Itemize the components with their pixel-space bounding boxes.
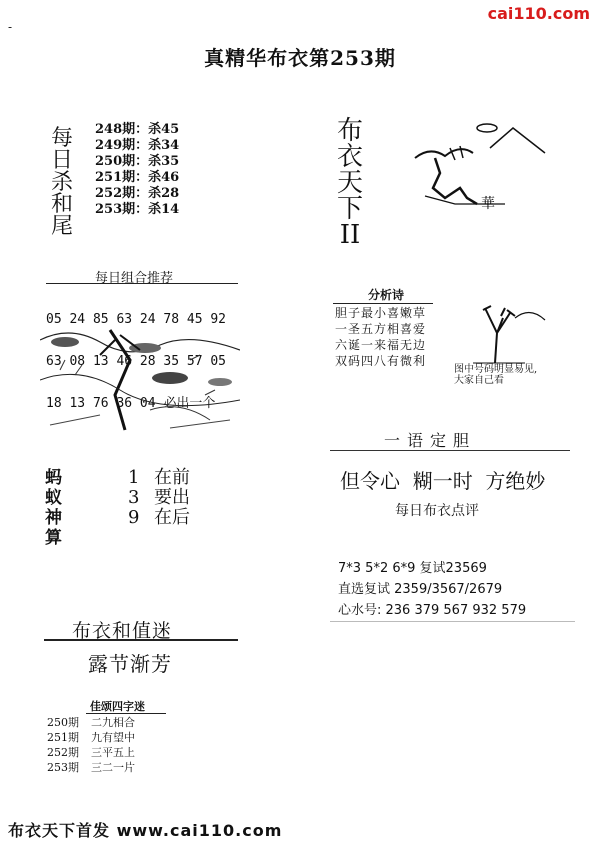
list-item: 252期：杀28 <box>95 186 180 201</box>
list-item: 253期：杀14 <box>95 202 180 217</box>
ant-number: 3 <box>128 487 140 508</box>
note-line: 图中号码明显易见, <box>454 364 538 375</box>
ant-char: 蚁 <box>45 488 62 508</box>
list-item <box>128 508 190 528</box>
list-item: 249期：杀34 <box>95 138 180 153</box>
daily-kill-char: 每 <box>50 126 73 151</box>
divider <box>330 450 570 451</box>
list-item: 248期：杀45 <box>95 122 180 137</box>
riddle: 九有望中 <box>91 731 135 744</box>
mountain-sketch <box>405 118 550 218</box>
ant-char: 蚂 <box>45 468 62 488</box>
list-item: 250期：杀35 <box>95 154 180 169</box>
daily-kill-char: 日 <box>50 148 73 173</box>
one-word-title: 一语定胆 <box>384 431 477 450</box>
tree-sketch <box>455 288 555 368</box>
vertical-char: II <box>339 220 361 250</box>
ant-text: 在前 <box>154 467 190 488</box>
list-item <box>47 715 135 730</box>
motto: 但令心 糊一时 方绝妙 <box>340 469 546 493</box>
landscape-sketch <box>40 320 240 435</box>
combo-row: 05 24 85 63 24 78 45 92 <box>46 312 227 327</box>
ant-label <box>45 468 62 548</box>
vertical-char: 布 <box>336 116 363 146</box>
divider <box>46 283 238 284</box>
daily-comment-title: 每日布衣点评 <box>395 503 479 519</box>
ant-rows <box>128 468 190 528</box>
period: 253期 <box>47 761 79 774</box>
list-item <box>47 745 135 760</box>
list-item <box>47 760 135 775</box>
code-line: 7*3 5*2 6*9 复试23569 <box>338 561 487 576</box>
poem-line: 一圣五方相喜爱 <box>335 322 427 336</box>
analysis-poem <box>335 305 426 369</box>
daily-kill-list <box>95 122 179 218</box>
daily-kill-label <box>50 128 74 238</box>
divider <box>333 303 433 304</box>
combo-title: 每日组合推荐 <box>95 271 174 286</box>
footer-text: 布衣天下首发 www.cai110.com <box>8 821 283 840</box>
code-line: 直选复试 2359/3567/2679 <box>338 582 503 597</box>
period: 252期 <box>47 746 79 759</box>
ant-char: 算 <box>45 528 62 548</box>
daily-kill-char: 和 <box>50 192 73 217</box>
riddle: 三平五上 <box>91 746 135 759</box>
combo-row: 63 08 13 46 28 35 57 05 <box>46 354 227 369</box>
divider <box>44 639 238 641</box>
daily-kill-char: 杀 <box>50 170 73 195</box>
list-item: 251期：杀46 <box>95 170 180 185</box>
ant-text: 在后 <box>154 507 190 528</box>
code-line: 心水号: 236 379 567 932 579 <box>338 603 527 618</box>
sketch-signature: 華 <box>481 196 495 212</box>
four-char-list <box>47 715 135 775</box>
ant-number: 9 <box>128 507 140 528</box>
poem-line: 胆子最小喜嫩草 <box>335 306 427 320</box>
site-watermark: cai110.com <box>487 4 590 23</box>
riddle-text: 露节渐芳 <box>88 652 172 676</box>
buyi-riddle-title: 布衣和值迷 <box>72 620 173 642</box>
ant-number: 1 <box>128 467 140 488</box>
poem-line: 六诞一来福无边 <box>335 338 427 352</box>
code-list <box>338 558 526 621</box>
note-line: 大家自己看 <box>454 375 504 386</box>
buyi-tianxia-label <box>335 118 365 248</box>
corner-mark: - <box>8 20 13 34</box>
ant-text: 要出 <box>154 487 190 508</box>
riddle: 二九相合 <box>91 716 135 729</box>
list-item <box>128 488 190 508</box>
analysis-title: 分析诗 <box>368 288 405 302</box>
period: 251期 <box>47 731 79 744</box>
riddle: 三二一片 <box>91 761 135 774</box>
list-item <box>128 468 190 488</box>
page-title: 真精华布衣第253期 <box>204 46 396 70</box>
combo-row: 18 13 76 36 04 必出一个 <box>46 396 216 411</box>
ant-char: 神 <box>45 508 62 528</box>
daily-kill-char: 尾 <box>50 214 73 239</box>
divider <box>86 713 166 714</box>
list-item <box>47 730 135 745</box>
four-char-title: 佳颂四字迷 <box>90 700 145 713</box>
vertical-char: 衣 <box>336 142 363 172</box>
vertical-char: 天 <box>336 168 363 198</box>
vertical-char: 下 <box>336 194 363 224</box>
analysis-note <box>454 364 537 386</box>
period: 250期 <box>47 716 79 729</box>
divider <box>330 621 575 622</box>
poem-line: 双码四八有微利 <box>335 354 427 368</box>
